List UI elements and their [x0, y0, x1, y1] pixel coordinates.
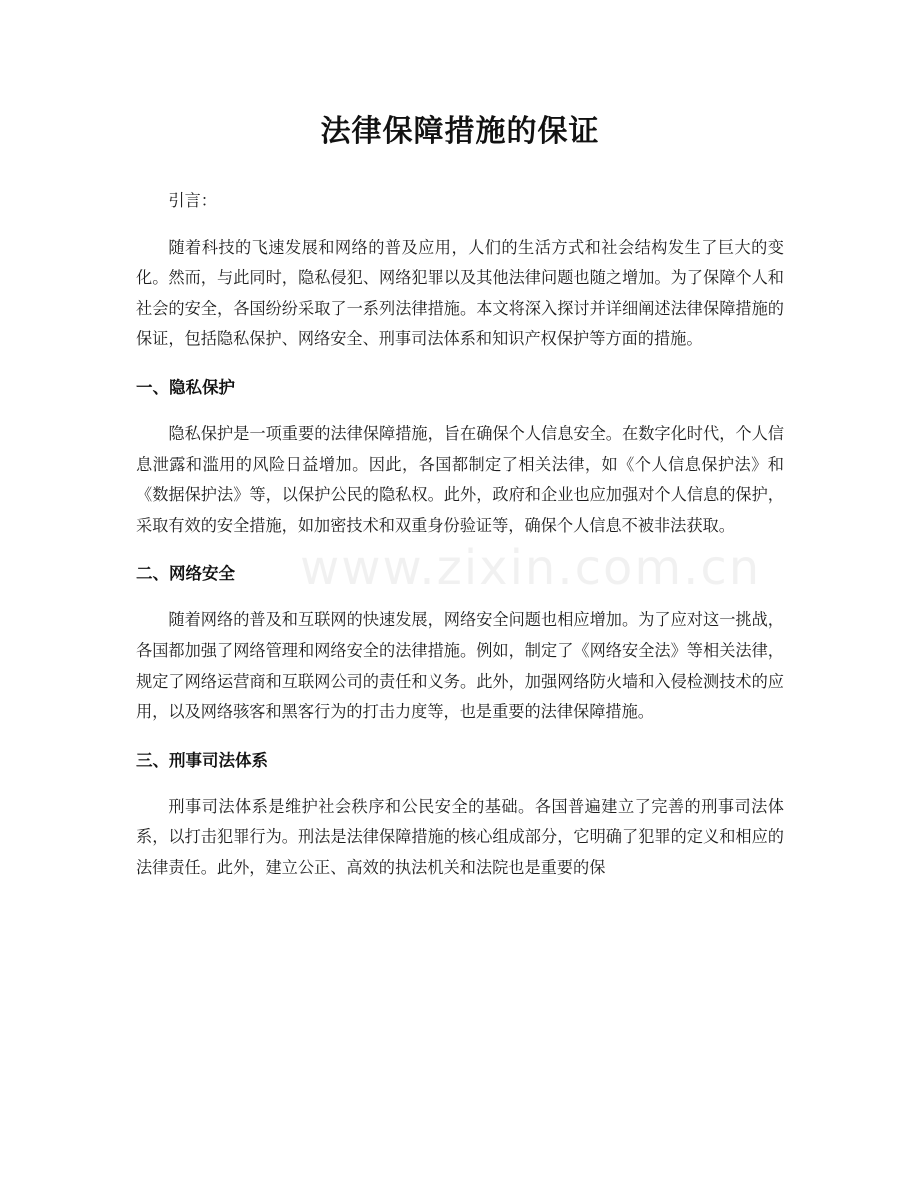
intro-paragraph: 随着科技的飞速发展和网络的普及应用，人们的生活方式和社会结构发生了巨大的变化。然而，与此同时，隐私侵犯、网络犯罪以及其他法律问题也随之增加。为了保障个人和社会的安全，各国纷纷采取了一系列法律措施。本文将深入探讨并详细阐述法律保障措施的保证，包括隐私保护、网络安全、刑事司法体系和知识产权保护等方面的措施。 [136, 237, 784, 349]
section-heading-network-security: 二、网络安全 [136, 564, 235, 584]
section-body-criminal-justice: 刑事司法体系是维护社会秩序和公民安全的基础。各国普遍建立了完善的刑事司法体系，以打击犯罪行为。刑法是法律保障措施的核心组成部分，它明确了犯罪的定义和相应的法律责任。此外，建立公正、高效的执法机关和法院也是重要的保 [136, 796, 784, 877]
intro-label: 引言： [168, 191, 217, 210]
section-heading-privacy: 一、隐私保护 [136, 377, 235, 397]
document-title: 法律保障措施的保证 [320, 114, 600, 149]
section-heading-criminal-justice: 三、刑事司法体系 [136, 750, 268, 770]
watermark: www.zixin.com.cn [300, 540, 762, 596]
section-body-privacy: 隐私保护是一项重要的法律保障措施，旨在确保个人信息安全。在数字化时代，个人信息泄露和滥用的风险日益增加。因此，各国都制定了相关法律，如《个人信息保护法》和《数据保护法》等，以保护公民的隐私权。此外，政府和企业也应加强对个人信息的保护，采取有效的安全措施，如加密技术和双重身份验证等，确保个人信息不被非法获取。 [136, 423, 784, 535]
section-body-network-security: 随着网络的普及和互联网的快速发展，网络安全问题也相应增加。为了应对这一挑战，各国都加强了网络管理和网络安全的法律措施。例如，制定了《网络安全法》等相关法律，规定了网络运营商和互联网公司的责任和义务。此外，加强网络防火墙和入侵检测技术的应用，以及网络骇客和黑客行为的打击力度等，也是重要的法律保障措施。 [136, 610, 784, 722]
